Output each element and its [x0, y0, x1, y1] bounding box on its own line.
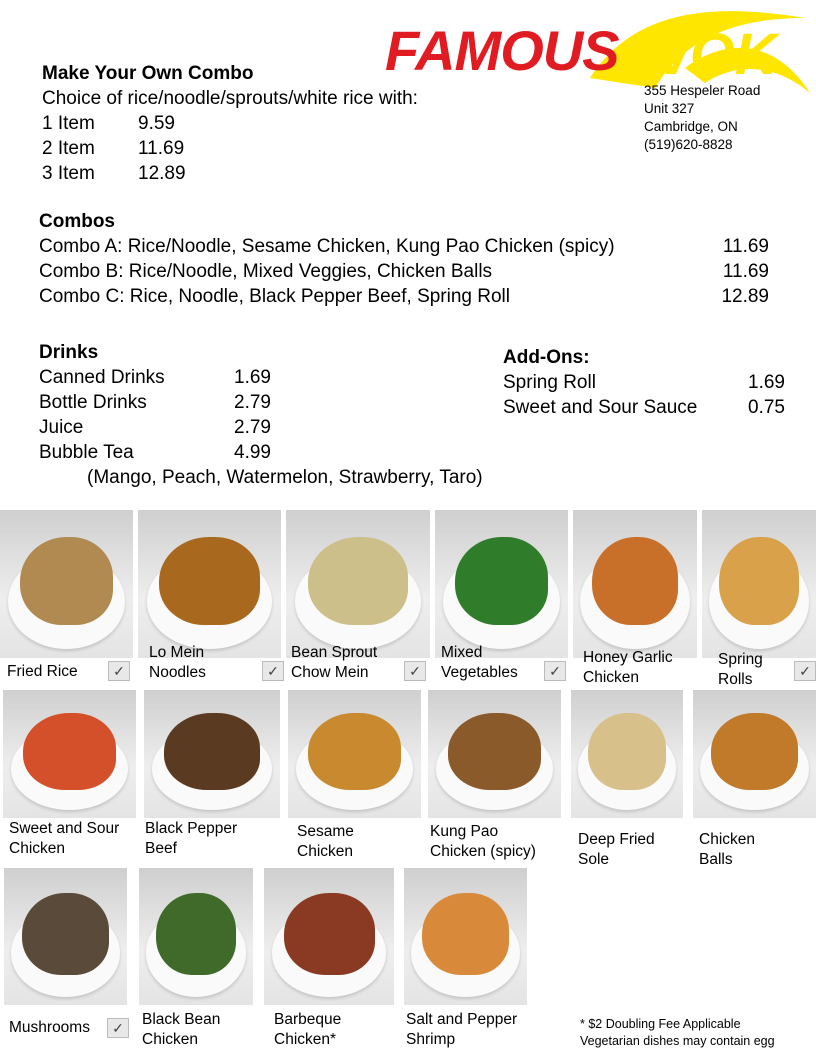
combo-row [39, 284, 769, 309]
addon-row [503, 370, 785, 395]
addon-row [503, 395, 785, 420]
leaf-icon: ✓ [262, 661, 284, 681]
dish-label: Deep Fried Sole [578, 831, 655, 868]
vegetarian-note: Vegetarian dishes may contain egg [580, 1034, 775, 1048]
addon-label: Sweet and Sour Sauce [503, 397, 698, 418]
drink-price: 2.79 [234, 417, 271, 438]
address-street: 355 Hespeler Road [644, 83, 761, 98]
combo-size-label: 1 Item [42, 113, 95, 134]
drink-row [39, 365, 483, 390]
combo-size-label: 2 Item [42, 138, 95, 159]
footnotes [580, 1016, 775, 1050]
addons-title: Add-Ons: [503, 347, 590, 368]
combo-size-price: 12.89 [138, 163, 186, 184]
black-pepper-beef-photo [144, 690, 280, 818]
drink-label: Bubble Tea [39, 442, 134, 463]
combo-price: 11.69 [722, 261, 769, 282]
make-combo-section [42, 61, 418, 186]
dish-label: Black Pepper Beef [145, 820, 238, 857]
leaf-icon: ✓ [108, 661, 130, 681]
combo-size-row [42, 136, 418, 161]
salt-pepper-shrimp-photo [404, 868, 527, 1005]
address-city: Cambridge, ON [644, 119, 738, 134]
combo-label: Combo A: Rice/Noodle, Sesame Chicken, Kung Pao Chicken (spicy) [39, 236, 615, 257]
make-combo-title: Make Your Own Combo [42, 63, 254, 84]
mixed-vegetables-photo [435, 510, 568, 658]
dish-label: Spring Rolls [718, 651, 763, 688]
dish-label: Kung Pao Chicken (spicy) [430, 823, 536, 860]
addons-section [503, 345, 785, 420]
combo-row [39, 234, 769, 259]
kung-pao-chicken-photo [428, 690, 561, 818]
fried-rice-photo [0, 510, 133, 658]
doubling-fee-note: * $2 Doubling Fee Applicable [580, 1017, 741, 1031]
leaf-icon: ✓ [404, 661, 426, 681]
addon-price: 1.69 [748, 372, 785, 393]
honey-garlic-photo [573, 510, 697, 658]
drink-label: Juice [39, 417, 84, 438]
dish-label: Salt and Pepper Shrimp [406, 1011, 518, 1048]
mushrooms-photo [4, 868, 127, 1005]
dish-label: Barbeque Chicken* [274, 1011, 342, 1048]
combo-size-label: 3 Item [42, 163, 95, 184]
drink-row [39, 415, 483, 440]
dish-label: Fried Rice [7, 663, 78, 680]
dish-label: Bean Sprout Chow Mein [291, 644, 378, 681]
leaf-icon: ✓ [107, 1018, 129, 1038]
dish-label: Honey Garlic Chicken [583, 649, 673, 686]
bubble-tea-flavors: (Mango, Peach, Watermelon, Strawberry, Taro) [87, 467, 483, 488]
dish-label: Mushrooms [9, 1019, 90, 1036]
drink-price: 2.79 [234, 392, 271, 413]
combo-label: Combo B: Rice/Noodle, Mixed Veggies, Chicken Balls [39, 261, 493, 282]
sesame-chicken-photo [288, 690, 421, 818]
combo-label: Combo C: Rice, Noodle, Black Pepper Beef, Spring Roll [39, 286, 511, 307]
make-combo-subtitle: Choice of rice/noodle/sprouts/white rice with: [42, 88, 418, 109]
dish-label: Sweet and Sour Chicken [9, 820, 120, 857]
drink-row [39, 390, 483, 415]
chicken-balls-photo [693, 690, 816, 818]
dish-label: Sesame Chicken [297, 823, 354, 860]
black-bean-chicken-photo [139, 868, 253, 1005]
combo-size-price: 11.69 [138, 138, 185, 159]
logo-text-wok: WOK [635, 22, 777, 87]
sweet-sour-chicken-photo [3, 690, 136, 818]
combo-size-row [42, 111, 418, 136]
addon-price: 0.75 [748, 397, 785, 418]
combo-row [39, 259, 769, 284]
combo-price: 12.89 [721, 286, 769, 307]
dish-label: Chicken Balls [699, 831, 755, 868]
drinks-section [39, 340, 483, 490]
deep-fried-sole-photo [571, 690, 683, 818]
combos-section [39, 209, 769, 309]
address-unit: Unit 327 [644, 101, 695, 116]
combo-size-price: 9.59 [138, 113, 175, 134]
dish-label: Black Bean Chicken [142, 1011, 221, 1048]
logo-text-famous: FAMOUS [385, 19, 619, 82]
drink-row [39, 440, 483, 465]
combo-size-row [42, 161, 418, 186]
drink-label: Canned Drinks [39, 367, 165, 388]
drinks-title: Drinks [39, 342, 99, 363]
combo-price: 11.69 [722, 236, 769, 257]
dish-label: Lo Mein Noodles [149, 644, 206, 681]
drink-label: Bottle Drinks [39, 392, 147, 413]
address-phone: (519)620-8828 [644, 137, 733, 152]
lo-mein-photo [138, 510, 281, 658]
barbeque-chicken-photo [264, 868, 394, 1005]
drink-price: 1.69 [234, 367, 271, 388]
store-address [644, 82, 760, 154]
leaf-icon: ✓ [544, 661, 566, 681]
leaf-icon: ✓ [794, 661, 816, 681]
spring-rolls-photo [702, 510, 816, 658]
dish-label: Mixed Vegetables [441, 644, 518, 681]
combos-title: Combos [39, 211, 115, 232]
bean-sprout-photo [286, 510, 430, 658]
addon-label: Spring Roll [503, 372, 596, 393]
drink-price: 4.99 [234, 442, 271, 463]
